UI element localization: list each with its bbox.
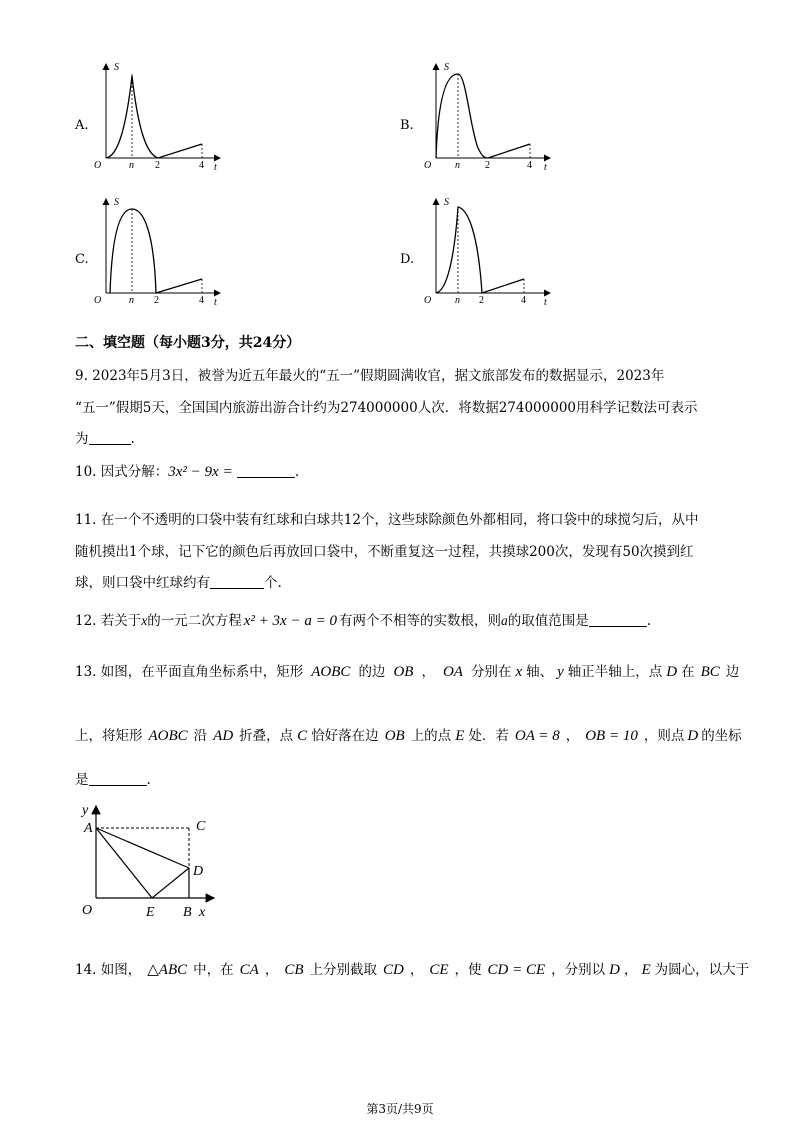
q14-text3: ，使 — [454, 962, 482, 978]
graph-d-tick-n: n — [455, 295, 460, 306]
q13-l1-aobc: AOBC — [311, 664, 351, 680]
q14-text5: 为圆心，以大于 — [654, 962, 750, 978]
graph-c-tick-n: n — [129, 295, 134, 306]
q9-line1: 9. 2023年5月3日，被誉为近五年最火的“五一”假期圆满收官，据文旅部发布的数据显示，2023年 — [75, 368, 665, 384]
q13-l1-text0: 13. 如图，在平面直角坐标系中，矩形 — [75, 664, 304, 680]
graph-b-tick-4: 4 — [527, 160, 532, 171]
q14-text2: 上分别截取 — [309, 962, 377, 978]
q14-ca: CA — [239, 962, 259, 978]
q9-end: . — [130, 431, 135, 447]
graph-a-tick-n: n — [129, 160, 134, 171]
q9-line2: “五一”假期5天，全国国内旅游出游合计约为274000000人次．将数据274000000用科学记数法可表示 — [75, 400, 698, 416]
fig-label-x: x — [199, 905, 206, 920]
graph-c-origin: O — [94, 295, 102, 306]
q12-mid: 的一元二次方程 — [147, 613, 242, 629]
graph-c — [88, 193, 228, 308]
graph-d-y-label: S — [444, 197, 449, 208]
graph-a-tick-2: 2 — [155, 160, 160, 171]
q13-l1-y: y — [557, 664, 564, 680]
q13-l1-text1: 的边 — [358, 664, 386, 680]
q13-l2-aobc: AOBC — [148, 728, 188, 744]
q10 — [75, 460, 299, 481]
q11-line3-text: 球，则口袋中红球约有 — [75, 575, 210, 591]
q12 — [75, 609, 651, 630]
fig-label-e: E — [146, 905, 155, 920]
q14-comma1: ， — [264, 962, 279, 978]
graph-a-x-label: t — [214, 162, 217, 173]
graph-d-tick-2: 2 — [479, 295, 484, 306]
q13-l1-text5: 在 — [681, 664, 695, 680]
q13-l2-ob: OB — [384, 728, 405, 744]
q13-l2-ob-eq: OB = 10 — [585, 728, 638, 744]
option-b-label: B. — [400, 118, 414, 133]
q13-l1-oa: OA — [442, 664, 463, 680]
graph-d-x-label: t — [544, 297, 547, 308]
q11-end: 个. — [264, 575, 282, 591]
q10-end: . — [294, 464, 300, 480]
q13-l2-ad: AD — [213, 728, 234, 744]
q13-l2-text3: 恰好落在边 — [311, 728, 379, 744]
graph-c-y-label: S — [114, 197, 119, 208]
q13-end: . — [146, 772, 151, 788]
q12-end: . — [646, 613, 651, 629]
graph-a-tick-4: 4 — [199, 160, 204, 171]
q9-line3 — [75, 427, 135, 447]
q13-l2-text0: 上，将矩形 — [75, 728, 143, 744]
q11-line2: 随机摸出1个球，记下它的颜色后再放回口袋中，不断重复这一过程，共摸球200次，发现有50次摸到红 — [75, 544, 694, 560]
q12-var-a: a — [500, 613, 508, 628]
fig-label-y: y — [82, 803, 89, 818]
q14-cb: CB — [284, 962, 304, 978]
q14-comma2: ， — [409, 962, 424, 978]
q13-l1-text3: 轴、 — [526, 664, 554, 680]
graph-b-x-label: t — [544, 162, 547, 173]
q12-var-x: x — [141, 613, 148, 628]
page-footer: 第3页/共9页 — [366, 1102, 434, 1116]
q11-line1: 11. 在一个不透明的口袋中装有红球和白球共12个，这些球除颜色外都相同，将口袋中的球搅匀后，从中 — [75, 512, 699, 528]
q13-l1-ob: OB — [393, 664, 414, 680]
q13-l1-text4: 轴正半轴上，点 — [567, 664, 663, 680]
q13-l1-bc: BC — [700, 664, 720, 680]
q12-answer-blank[interactable] — [589, 612, 647, 627]
q10-expr: 3x² − 9x = — [168, 464, 233, 480]
graph-d-origin: O — [424, 295, 432, 306]
fig-label-a: A — [84, 821, 93, 836]
q13-l2-text2: 折叠，点 — [239, 728, 294, 744]
q14-ce: CE — [429, 962, 449, 978]
q12-prefix: 12. 若关于 — [75, 613, 142, 629]
fig-label-o: O — [82, 903, 93, 918]
q13-l2-oa-eq: OA = 8 — [514, 728, 560, 744]
q11-answer-blank[interactable] — [210, 574, 264, 589]
fig-label-d: D — [193, 864, 204, 879]
q13-line2 — [75, 724, 742, 745]
q14-line1 — [75, 958, 749, 979]
graph-b — [418, 58, 558, 173]
q11-line3 — [75, 571, 282, 591]
q13-l2-text6: ，则点 — [643, 728, 685, 744]
q14-cd: CD — [382, 962, 404, 978]
q10-answer-blank[interactable] — [237, 463, 295, 478]
q13-l1-text2: 分别在 — [470, 664, 512, 680]
q12-suffix: 的取值范围是 — [507, 613, 589, 629]
q9-answer-blank[interactable] — [89, 430, 131, 445]
q12-mid2: 有两个不相等的实数根，则 — [338, 613, 501, 629]
graph-a-origin: O — [94, 160, 102, 171]
q13-l2-text1: 沿 — [193, 728, 208, 744]
graph-d — [418, 193, 558, 308]
q10-prefix: 10. 因式分解： — [75, 464, 169, 480]
graph-c-x-label: t — [214, 297, 217, 308]
graph-c-tick-2: 2 — [154, 295, 159, 306]
graph-c-tick-4: 4 — [199, 295, 204, 306]
q13-line3 — [75, 768, 151, 788]
graph-b-tick-2: 2 — [485, 160, 490, 171]
option-c-label: C. — [75, 252, 89, 267]
q13-answer-blank[interactable] — [89, 771, 147, 786]
q9-line3-text: 为 — [75, 431, 89, 447]
section-title: 二、填空题（每小题3分，共24分） — [75, 335, 301, 351]
q14-comma3: ， — [623, 962, 638, 978]
q14-d: D — [609, 962, 620, 978]
graph-b-origin: O — [424, 160, 432, 171]
q13-l2-e: E — [455, 728, 465, 744]
fig-label-c: C — [196, 819, 206, 834]
q13-l2-d: D — [687, 728, 699, 744]
q13-l1-text6: 边 — [725, 664, 740, 680]
graph-b-tick-n: n — [455, 160, 460, 171]
q13-l2-text5: 处．若 — [468, 728, 509, 744]
q13-line1 — [75, 660, 739, 681]
q12-expr: x² + 3x − a = 0 — [243, 613, 337, 629]
q13-l1-x: x — [515, 664, 523, 680]
q13-figure — [78, 800, 223, 925]
q14-e: E — [641, 962, 651, 978]
graph-b-y-label: S — [444, 62, 449, 73]
graph-a — [88, 58, 228, 173]
option-d-label: D. — [400, 252, 415, 267]
fig-label-b: B — [183, 905, 192, 920]
q13-l1-d: D — [666, 664, 678, 680]
q14-text0: 14. 如图， — [75, 962, 142, 978]
q14-cd-eq-ce: CD = CE — [487, 962, 546, 978]
q13-l1-comma: ， — [421, 664, 435, 680]
q14-text1: 中，在 — [193, 962, 234, 978]
q13-l2-comma: ， — [565, 728, 580, 744]
graph-d-tick-4: 4 — [521, 295, 526, 306]
q13-l3-text: 是 — [75, 772, 89, 788]
option-a-label: A. — [75, 118, 89, 133]
q13-l2-text4: 上的点 — [410, 728, 452, 744]
q14-text4: ，分别以 — [551, 962, 606, 978]
q13-l2-c: C — [297, 728, 308, 744]
q13-l2-text7: 的坐标 — [701, 728, 742, 744]
q14-triangle: △ABC — [147, 962, 188, 978]
graph-a-y-label: S — [114, 62, 119, 73]
